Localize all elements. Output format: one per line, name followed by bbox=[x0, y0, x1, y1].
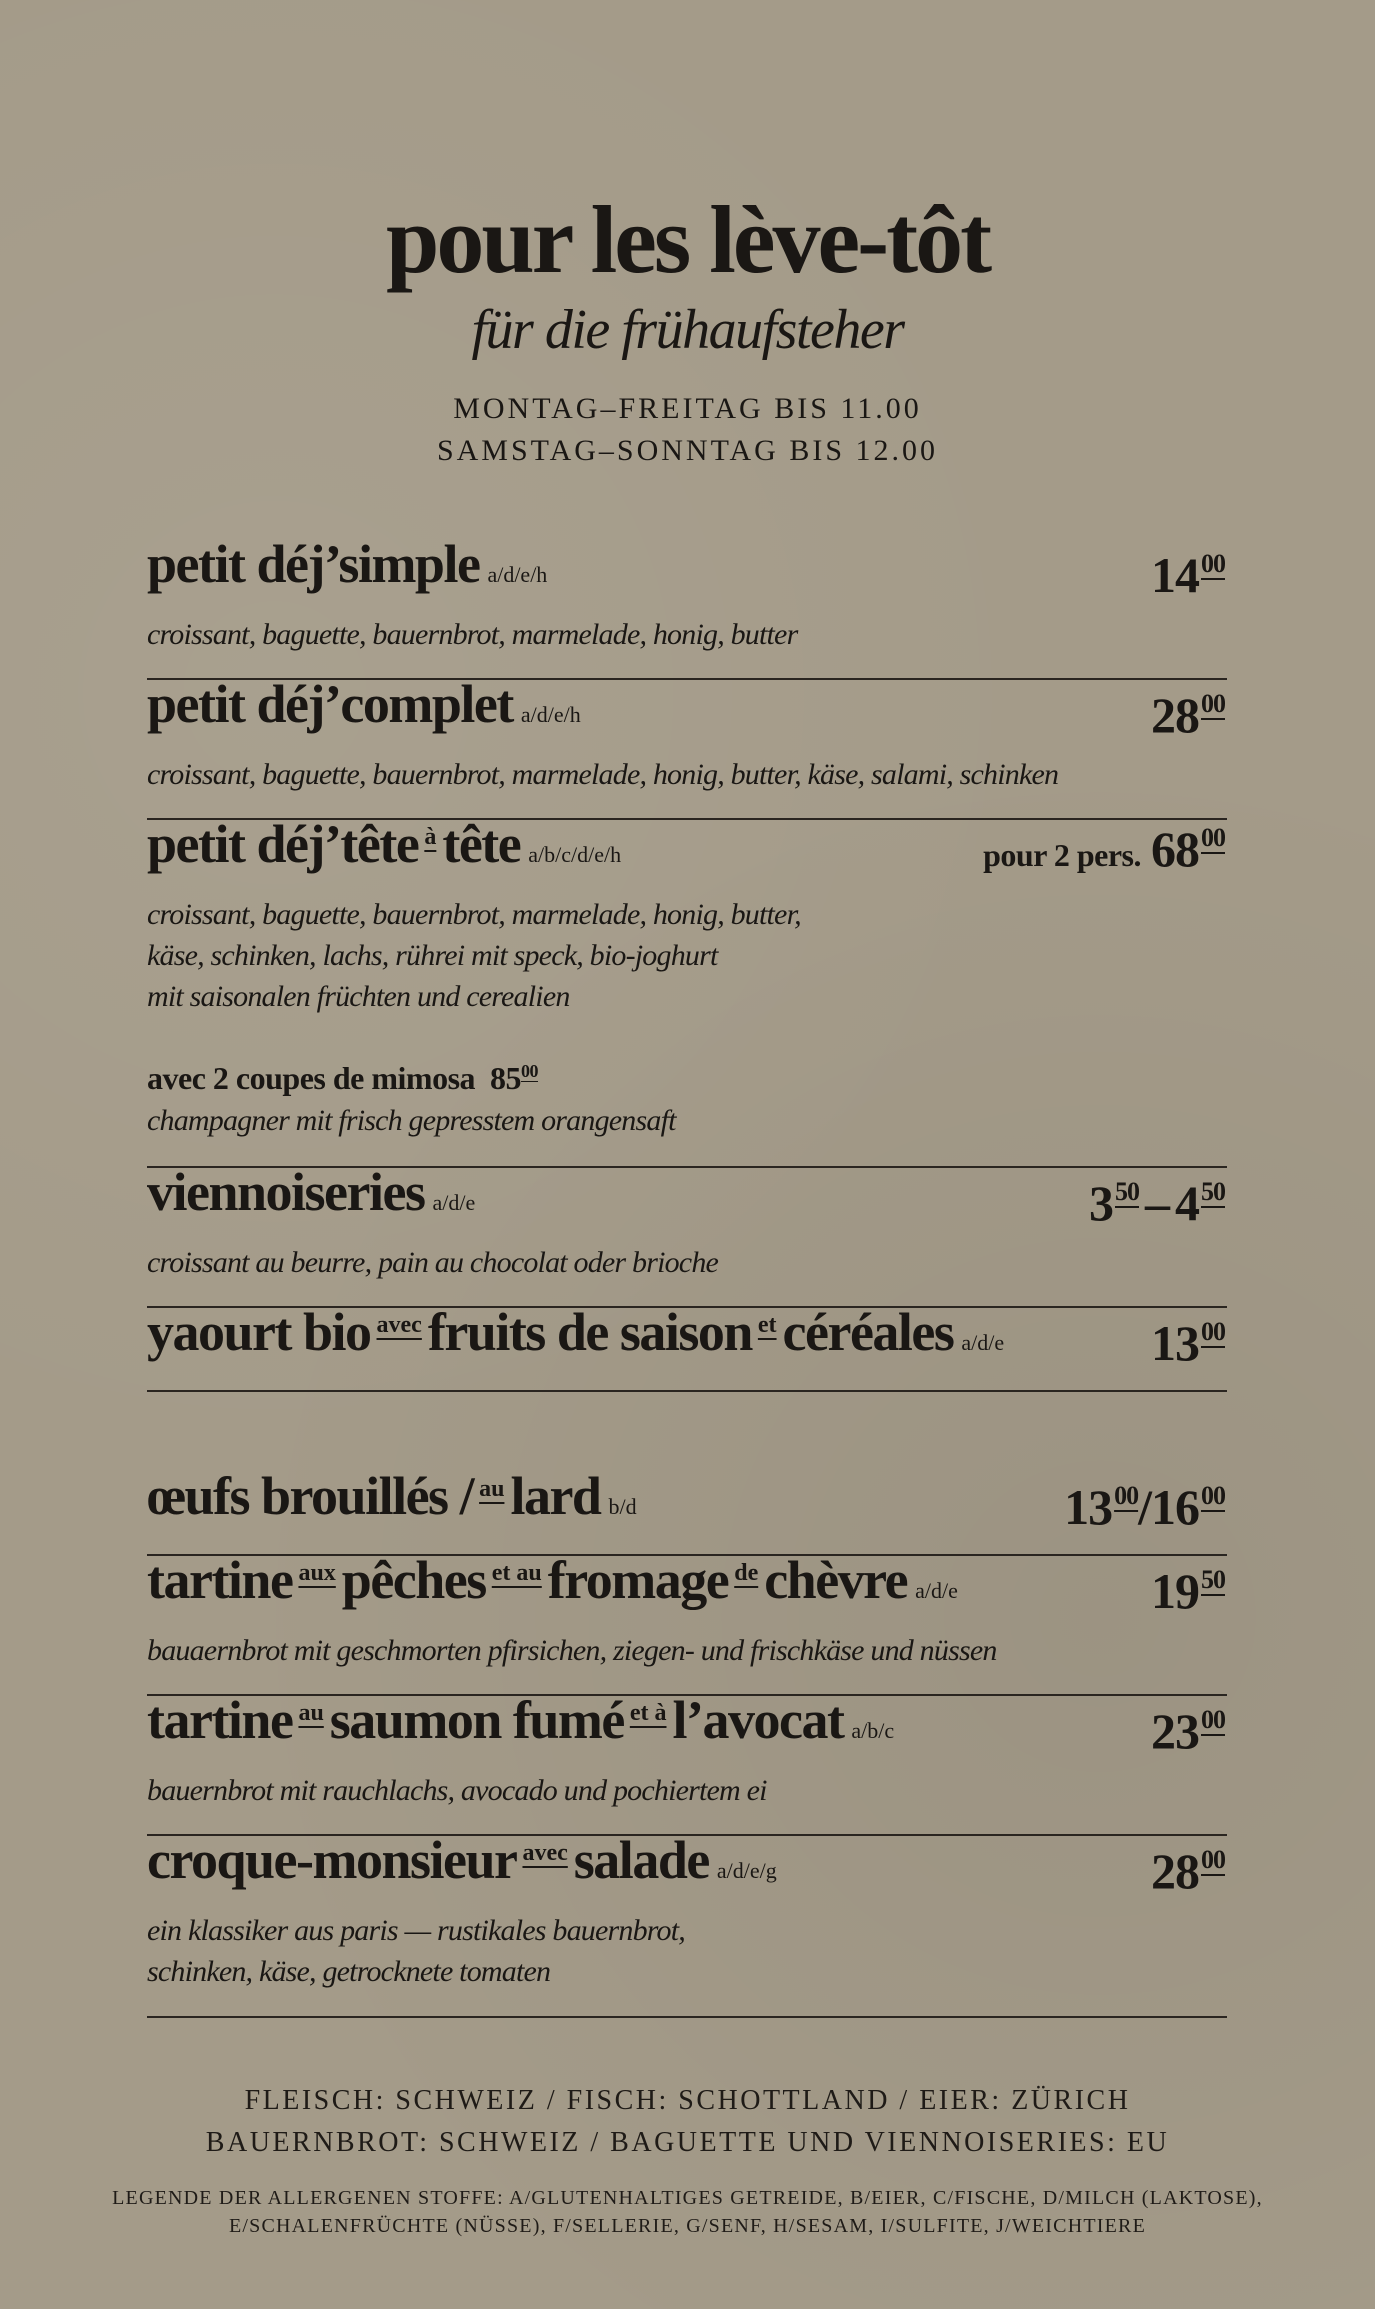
item-price: pour 2 pers. $68^{00}$ bbox=[983, 821, 1225, 877]
item-name: petit déj’complet a/d/e/h bbox=[147, 674, 581, 734]
item-description: croissant, baguette, bauernbrot, marmelade, honig, butter, käse, schinken, lachs, rührei mit speck, bio-joghurt mit saisonalen früchten und cerealien bbox=[147, 898, 801, 1013]
hours-weekend: SAMSTAG–SONNTAG BIS 12.00 bbox=[436, 434, 939, 467]
item-description: bauaernbrot mit geschmorten pfirsichen, ziegen- und frischkäse und nüssen bbox=[147, 1634, 997, 1667]
item-price: $13^{00}/16^{00}$ bbox=[1064, 1479, 1225, 1535]
item-allergens: b/d bbox=[608, 1494, 637, 1519]
menu-item-tartine-peches bbox=[147, 1550, 1227, 1696]
item-name: tartine $^{au}$ saumon fumé $^{et à}$ l’avocat a/b/c bbox=[147, 1690, 895, 1750]
menu-item-viennoiseries bbox=[147, 1162, 1227, 1308]
item-name: petit déj’tête $^à$ tête a/b/c/d/e/h bbox=[147, 814, 622, 874]
menu-item-yaourt bbox=[147, 1302, 1227, 1392]
item-name: viennoiseries a/d/e bbox=[147, 1162, 476, 1222]
opening-hours bbox=[0, 388, 1375, 472]
menu-item-tartine-saumon bbox=[147, 1690, 1227, 1836]
item-allergens: a/b/c/d/e/h bbox=[528, 842, 622, 867]
menu-title: pour les lève-tôt bbox=[385, 186, 990, 293]
menu-item-croque bbox=[147, 1830, 1227, 2018]
item-allergens: a/b/c bbox=[851, 1718, 895, 1743]
item-allergens: a/d/e/h bbox=[487, 562, 548, 587]
allergen-legend bbox=[0, 2184, 1375, 2240]
item-description: croissant au beurre, pain au chocolat oder brioche bbox=[147, 1246, 719, 1279]
item-description: ein klassiker aus paris — rustikales bauernbrot, schinken, käse, getrocknete tomaten bbox=[147, 1914, 685, 1988]
legend-line-2: E/SCHALENFRÜCHTE (NÜSSE), F/SELLERIE, G/SENF, H/SESAM, I/SULFITE, J/WEICHTIERE bbox=[228, 2215, 1147, 2237]
item-description: croissant, baguette, bauernbrot, marmelade, honig, butter, käse, salami, schinken bbox=[147, 758, 1059, 791]
item-price: $28^{00}$ bbox=[1151, 1843, 1225, 1899]
item-name: croque-monsieur $^{avec}$ salade a/d/e/g bbox=[147, 1830, 777, 1890]
origin-info bbox=[0, 2080, 1375, 2164]
item-price: $23^{00}$ bbox=[1151, 1703, 1225, 1759]
menu-item-tete-a-tete bbox=[147, 814, 1227, 1168]
item-price: $28^{00}$ bbox=[1151, 687, 1225, 743]
item-price: $3^{50} - 4^{50}$ bbox=[1089, 1175, 1225, 1231]
origins-line-1: FLEISCH: SCHWEIZ / FISCH: SCHOTTLAND / EIER: ZÜRICH bbox=[244, 2085, 1131, 2116]
item-description: bauernbrot mit rauchlachs, avocado und pochiertem ei bbox=[147, 1774, 767, 1807]
item-allergens: a/d/e/h bbox=[520, 702, 581, 727]
item-allergens: a/d/e/g bbox=[716, 1858, 777, 1883]
menu-subtitle: für die frühaufsteher bbox=[471, 299, 904, 361]
origins-line-2: BAUERNBROT: SCHWEIZ / BAGUETTE UND VIENNOISERIES: EU bbox=[205, 2127, 1170, 2158]
item-allergens: a/d/e bbox=[432, 1190, 476, 1215]
item-name: petit déj’simple a/d/e/h bbox=[147, 534, 548, 594]
item-price: $13^{00}$ bbox=[1151, 1315, 1225, 1371]
item-allergens: a/d/e bbox=[915, 1578, 958, 1603]
item-name: yaourt bio $^{avec}$ fruits de saison $^{et}$ céréales a/d/e bbox=[147, 1302, 1005, 1362]
item-description: croissant, baguette, bauernbrot, marmelade, honig, butter bbox=[147, 618, 798, 651]
mimosa-option: avec 2 coupes de mimosa $85^{00}$ bbox=[147, 1060, 539, 1096]
item-allergens: a/d/e bbox=[961, 1330, 1005, 1355]
menu-item-simple bbox=[147, 534, 1227, 680]
hours-weekday: MONTAG–FREITAG BIS 11.00 bbox=[453, 392, 922, 425]
item-price: $14^{00}$ bbox=[1151, 547, 1225, 603]
menu-item-complet bbox=[147, 674, 1227, 820]
item-name: œufs brouillés / $^{au}$ lard b/d bbox=[147, 1466, 637, 1526]
per-person-label: pour 2 pers. bbox=[983, 837, 1141, 873]
item-price: $19^{50}$ bbox=[1151, 1563, 1225, 1619]
menu-list bbox=[147, 534, 1227, 2018]
mimosa-description: champagner mit frisch gepresstem orangensaft bbox=[147, 1104, 676, 1137]
legend-line-1: LEGENDE DER ALLERGENEN STOFFE: A/GLUTENHALTIGES GETREIDE, B/EIER, C/FISCHE, D/MILCH (LAKTOSE), bbox=[112, 2187, 1263, 2209]
item-name: tartine $^{aux}$ pêches $^{et au}$ fromage $^{de}$ chèvre a/d/e bbox=[147, 1550, 958, 1610]
